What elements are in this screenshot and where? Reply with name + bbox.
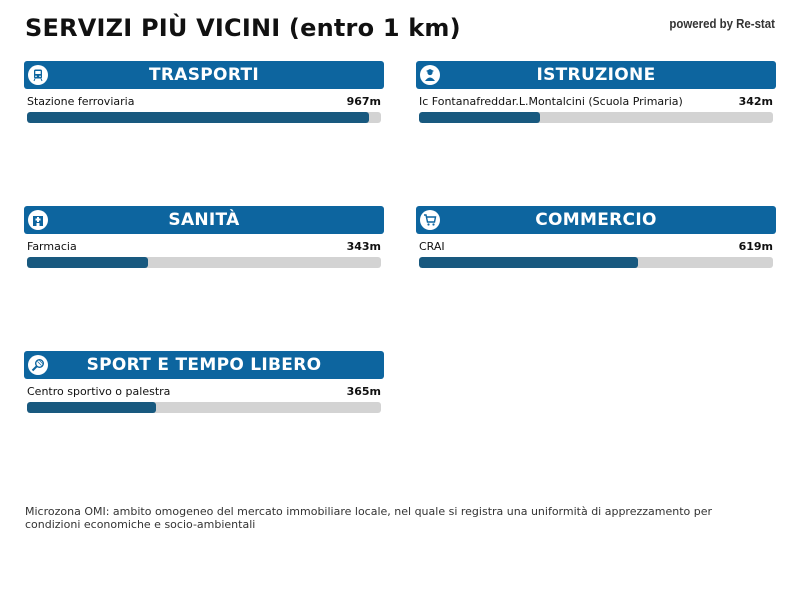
card-trasporti — [24, 61, 384, 123]
tennis-racket-icon — [28, 355, 48, 375]
service-name: Centro sportivo o palestra — [27, 385, 171, 398]
service-distance: 365m — [346, 385, 381, 398]
service-distance: 343m — [346, 240, 381, 253]
card-header — [24, 351, 384, 379]
service-name: CRAI — [419, 240, 445, 253]
footnote: Microzona OMI: ambito omogeneo del mercato immobiliare locale, nel quale si registra una uniformità di apprezzamento per condizioni economiche e socio-ambientali — [25, 505, 713, 531]
page-title: SERVIZI PIÙ VICINI (entro 1 km) — [25, 14, 461, 42]
card-sanita — [24, 206, 384, 268]
list-item — [24, 240, 384, 268]
service-distance: 619m — [738, 240, 773, 253]
list-item — [416, 240, 776, 268]
card-header — [24, 206, 384, 234]
distance-bar-fill — [27, 402, 156, 413]
card-header — [416, 61, 776, 89]
service-distance: 967m — [346, 95, 381, 108]
card-commercio — [416, 206, 776, 268]
service-name: Farmacia — [27, 240, 77, 253]
list-item — [24, 385, 384, 413]
list-item — [24, 95, 384, 123]
distance-bar-fill — [419, 112, 540, 123]
distance-bar — [419, 112, 773, 123]
card-title: TRASPORTI — [149, 65, 259, 85]
distance-bar — [27, 257, 381, 268]
shopping-cart-icon — [420, 210, 440, 230]
card-title: ISTRUZIONE — [536, 65, 656, 85]
card-header — [24, 61, 384, 89]
distance-bar-fill — [419, 257, 638, 268]
train-icon — [28, 65, 48, 85]
service-name: Stazione ferroviaria — [27, 95, 135, 108]
card-sport — [24, 351, 384, 413]
service-name: Ic Fontanafreddar.L.Montalcini (Scuola Primaria) — [419, 95, 683, 108]
card-title: SANITÀ — [168, 210, 240, 230]
list-item — [416, 95, 776, 123]
hospital-icon — [28, 210, 48, 230]
school-icon — [420, 65, 440, 85]
distance-bar — [27, 112, 381, 123]
distance-bar-fill — [27, 257, 148, 268]
distance-bar — [419, 257, 773, 268]
distance-bar-fill — [27, 112, 369, 123]
card-title: COMMERCIO — [535, 210, 657, 230]
card-header — [416, 206, 776, 234]
brand-credit: powered by Re-stat — [669, 16, 775, 31]
service-distance: 342m — [738, 95, 773, 108]
card-istruzione — [416, 61, 776, 123]
distance-bar — [27, 402, 381, 413]
card-title: SPORT E TEMPO LIBERO — [86, 355, 322, 375]
